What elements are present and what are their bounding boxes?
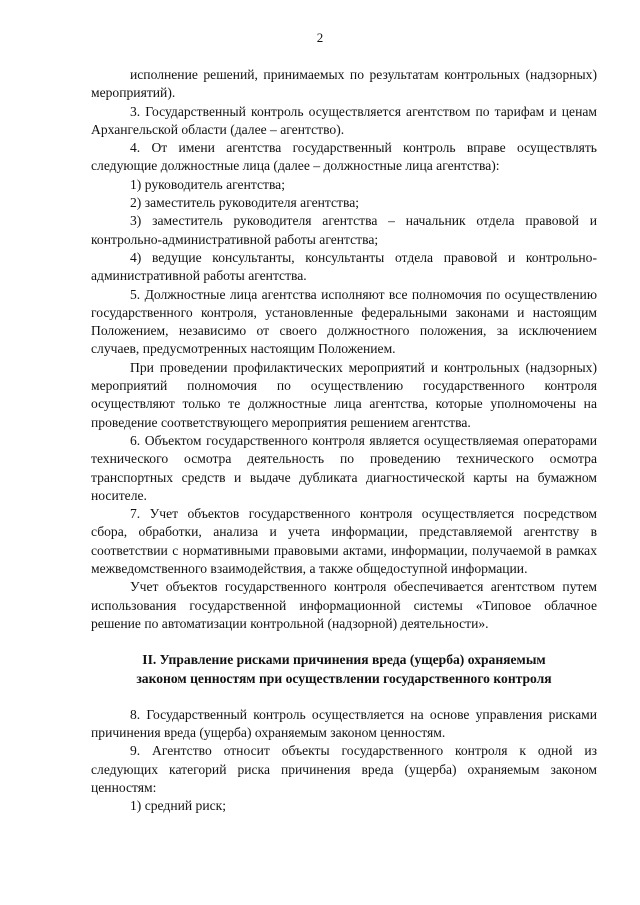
paragraph: 5. Должностные лица агентства исполняют все полномочия по осуществлению государственного контроля, установленные федеральными законами и настоящим Положением, независимо от своего должностного положения, за исключением случаев, предусмотренных настоящим Положением. [91,286,597,357]
paragraph: Учет объектов государственного контроля обеспечивается агентством путем использования государственной информационной системы «Типовое облачное решение по автоматизации контрольной (надзорной) деятельности». [91,579,597,631]
page-number: 2 [316,30,324,45]
spacer [91,633,597,651]
paragraph: 4. От имени агентства государственный контроль вправе осуществлять следующие должностные лица (далее – должностные лица агентства): [91,140,597,174]
document-body [91,66,597,816]
list-item: 1) руководитель агентства; [130,176,285,192]
paragraph: 3. Государственный контроль осуществляется агентством по тарифам и ценам Архангельской области (далее – агентство). [91,103,597,137]
section-heading: II. Управление рисками причинения вреда (ущерба) охраняемым законом ценностям при осуществлении государственного контроля [136,652,552,686]
spacer [91,688,597,706]
list-item: 1) средний риск; [130,798,227,814]
paragraph: исполнение решений, принимаемых по результатам контрольных (надзорных) мероприятий). [91,67,597,101]
paragraph: 9. Агентство относит объекты государственного контроля к одной из следующих категорий риска причинения вреда (ущерба) охраняемым законом ценностям: [91,743,597,795]
paragraph: 8. Государственный контроль осуществляется на основе управления рисками причинения вреда (ущерба) охраняемым законом ценностям. [91,706,597,741]
list-item: 2) заместитель руководителя агентства; [130,195,360,211]
paragraph: При проведении профилактических мероприятий и контрольных (надзорных) мероприятий полномочия по осуществлению государственного контроля осуществляют только те должностные лица агентства, которые уполномочены на проведение соответствующего мероприятия решением агентства. [91,359,597,430]
list-item: 4) ведущие консультанты, консультанты отдела правовой и контрольно-административной работы агентства. [91,249,597,284]
list-item: 3) заместитель руководителя агентства – начальник отдела правовой и контрольно-административной работы агентства; [91,213,597,247]
paragraph: 6. Объектом государственного контроля является осуществляемая операторами технического осмотра деятельность по проведению технического осмотра транспортных средств и выдаче дубликата диагностической карты на бумажном носителе. [91,432,597,503]
paragraph: 7. Учет объектов государственного контроля осуществляется посредством сбора, обработки, анализа и учета информации, представляемой агентству в соответствии с нормативными правовыми актами, информации, получаемой в рамках межведомственного взаимодействия, а также общедоступной информации. [91,506,597,577]
